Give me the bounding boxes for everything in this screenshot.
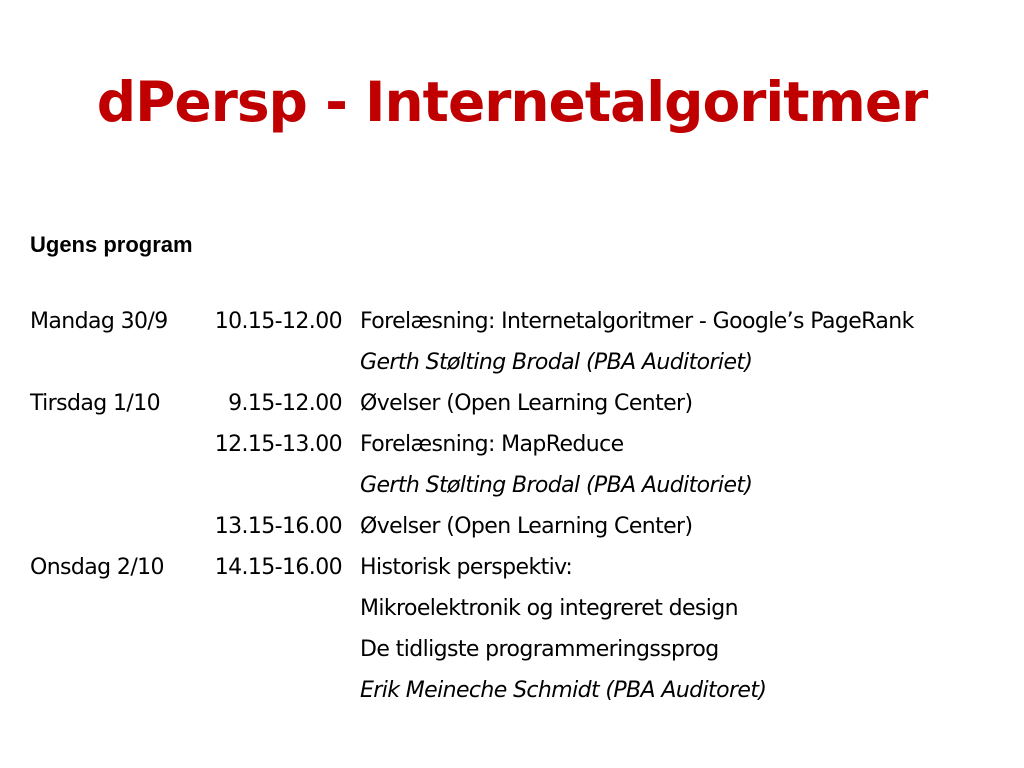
schedule-row	[30, 427, 1010, 468]
schedule-day: Tirsdag 1/10	[30, 391, 160, 416]
schedule-time: 10.15-12.00	[214, 309, 342, 334]
schedule-time: 12.15-13.00	[214, 432, 342, 457]
schedule-row	[30, 632, 1010, 673]
schedule-description: Historisk perspektiv:	[360, 555, 573, 580]
schedule-description: Forelæsning: Internetalgoritmer - Google’s PageRank	[360, 309, 914, 334]
schedule-time: 9.15-12.00	[228, 391, 342, 416]
schedule-description: Øvelser (Open Learning Center)	[360, 391, 693, 416]
schedule-description: Øvelser (Open Learning Center)	[360, 514, 693, 539]
schedule-table	[30, 304, 1010, 714]
schedule-description: De tidligste programmeringssprog	[360, 637, 719, 662]
schedule-row	[30, 673, 1010, 714]
schedule-row	[30, 591, 1010, 632]
slide-title: dPersp - Internetalgoritmer	[96, 70, 928, 134]
schedule-row	[30, 345, 1010, 386]
schedule-day: Onsdag 2/10	[30, 555, 164, 580]
schedule-time: 14.15-16.00	[214, 555, 342, 580]
schedule-lecturer: Erik Meineche Schmidt (PBA Auditoret)	[360, 678, 767, 703]
schedule-description: Forelæsning: MapReduce	[360, 432, 624, 457]
schedule-lecturer: Gerth Stølting Brodal (PBA Auditoriet)	[360, 350, 753, 375]
schedule-day: Mandag 30/9	[30, 309, 168, 334]
schedule-row	[30, 550, 1010, 591]
schedule-row	[30, 509, 1010, 550]
schedule-row	[30, 386, 1010, 427]
section-heading: Ugens program	[30, 232, 193, 257]
schedule-lecturer: Gerth Stølting Brodal (PBA Auditoriet)	[360, 473, 753, 498]
schedule-time: 13.15-16.00	[214, 514, 342, 539]
schedule-description: Mikroelektronik og integreret design	[360, 596, 739, 621]
schedule-row	[30, 468, 1010, 509]
schedule-row	[30, 304, 1010, 345]
